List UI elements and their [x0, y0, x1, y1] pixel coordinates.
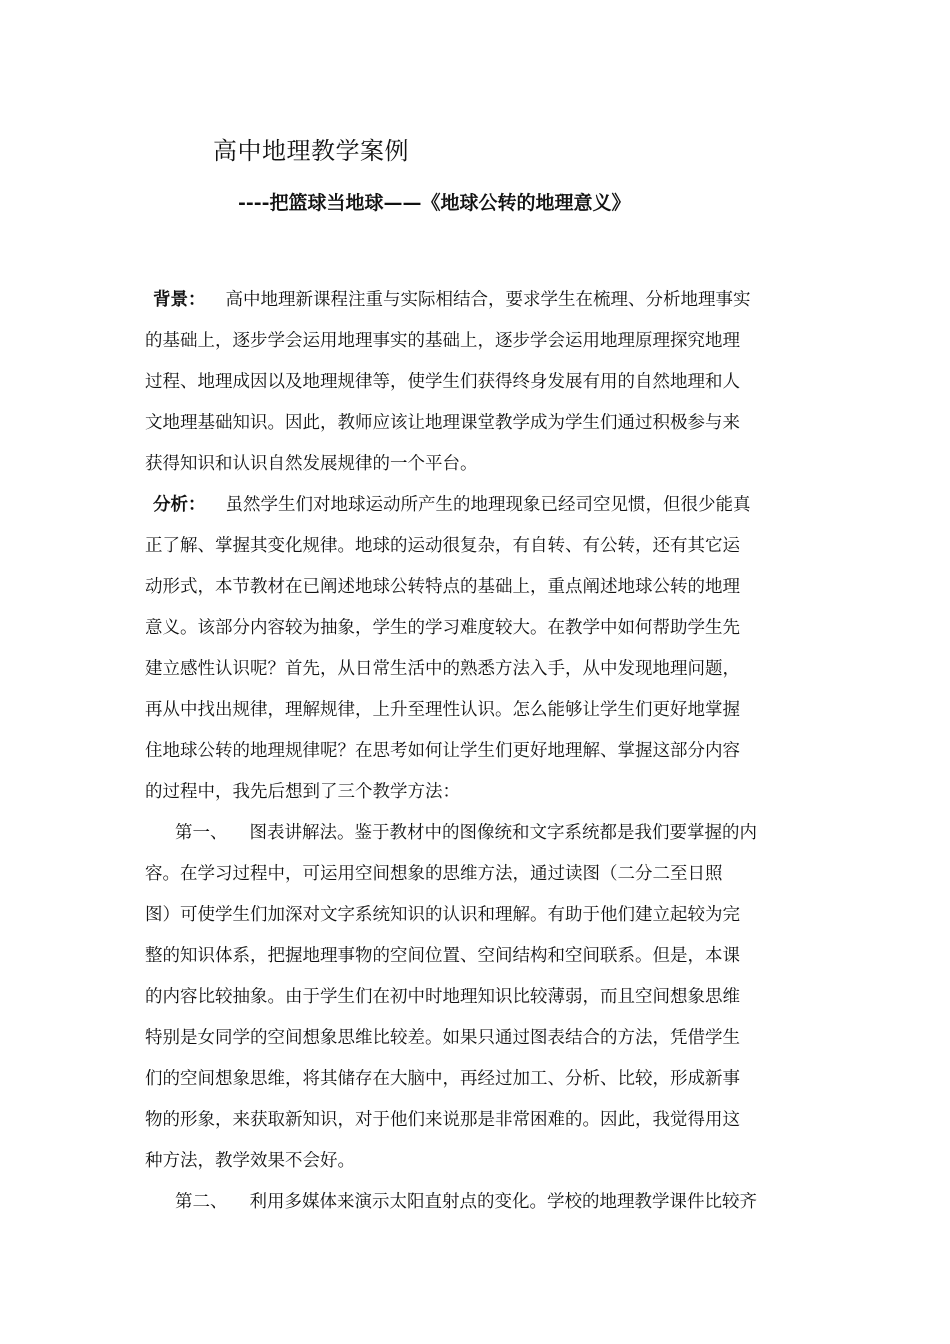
document-subtitle: ----把篮球当地球——《地球公转的地理意义》: [238, 192, 631, 214]
method2-paragraph: [145, 1182, 815, 1223]
paragraph-line: 建立感性认识呢？首先，从日常生活中的熟悉方法入手，从中发现地理问题，: [145, 659, 740, 679]
paragraph-line: 文地理基础知识。因此，教师应该让地理课堂教学成为学生们通过积极参与来: [145, 413, 740, 433]
paragraph-line: 第一、 图表讲解法。鉴于教材中的图像统和文字系统都是我们要掌握的内: [175, 823, 757, 843]
method2-label: 第二、: [175, 1192, 228, 1212]
document-title: 高中地理教学案例: [213, 137, 409, 165]
paragraph-line: 背景： 高中地理新课程注重与实际相结合，要求学生在梳理、分析地理事实: [153, 290, 751, 310]
background-paragraph: [145, 280, 815, 485]
background-label: 背景：: [153, 290, 206, 310]
paragraph-line: 第二、 利用多媒体来演示太阳直射点的变化。学校的地理教学课件比较齐: [175, 1192, 757, 1212]
paragraph-line: 动形式，本节教材在已阐述地球公转特点的基础上，重点阐述地球公转的地理: [145, 577, 740, 597]
paragraph-line: 的过程中，我先后想到了三个教学方法：: [145, 782, 460, 802]
paragraph-line: 正了解、掌握其变化规律。地球的运动很复杂，有自转、有公转，还有其它运: [145, 536, 740, 556]
paragraph-line: 分析： 虽然学生们对地球运动所产生的地理现象已经司空见惯，但很少能真: [153, 495, 751, 515]
paragraph-line: 的基础上，逐步学会运用地理事实的基础上，逐步学会运用地理原理探究地理: [145, 331, 740, 351]
method1-paragraph: [145, 813, 815, 1182]
paragraph-line: 再从中找出规律，理解规律，上升至理性认识。怎么能够让学生们更好地掌握: [145, 700, 740, 720]
paragraph-line: 获得知识和认识自然发展规律的一个平台。: [145, 454, 478, 474]
paragraph-line: 的内容比较抽象。由于学生们在初中时地理知识比较薄弱，而且空间想象思维: [145, 987, 740, 1007]
paragraph-line: 住地球公转的地理规律呢？在思考如何让学生们更好地理解、掌握这部分内容: [145, 741, 740, 761]
paragraph-line: 整的知识体系，把握地理事物的空间位置、空间结构和空间联系。但是，本课: [145, 946, 740, 966]
paragraph-line: 特别是女同学的空间想象思维比较差。如果只通过图表结合的方法，凭借学生: [145, 1028, 740, 1048]
paragraph-line: 们的空间想象思维，将其储存在大脑中，再经过加工、分析、比较，形成新事: [145, 1069, 740, 1089]
paragraph-line: 物的形象，来获取新知识，对于他们来说那是非常困难的。因此，我觉得用这: [145, 1110, 740, 1130]
analysis-label: 分析：: [153, 495, 206, 515]
paragraph-line: 容。在学习过程中，可运用空间想象的思维方法，通过读图（二分二至日照: [145, 864, 723, 884]
analysis-paragraph: [145, 485, 815, 813]
paragraph-line: 意义。该部分内容较为抽象，学生的学习难度较大。在教学中如何帮助学生先: [145, 618, 740, 638]
paragraph-line: 图）可使学生们加深对文字系统知识的认识和理解。有助于他们建立起较为完: [145, 905, 740, 925]
paragraph-line: 过程、地理成因以及地理规律等，使学生们获得终身发展有用的自然地理和人: [145, 372, 740, 392]
paragraph-line: 种方法，教学效果不会好。: [145, 1151, 355, 1171]
method1-label: 第一、: [175, 823, 228, 843]
